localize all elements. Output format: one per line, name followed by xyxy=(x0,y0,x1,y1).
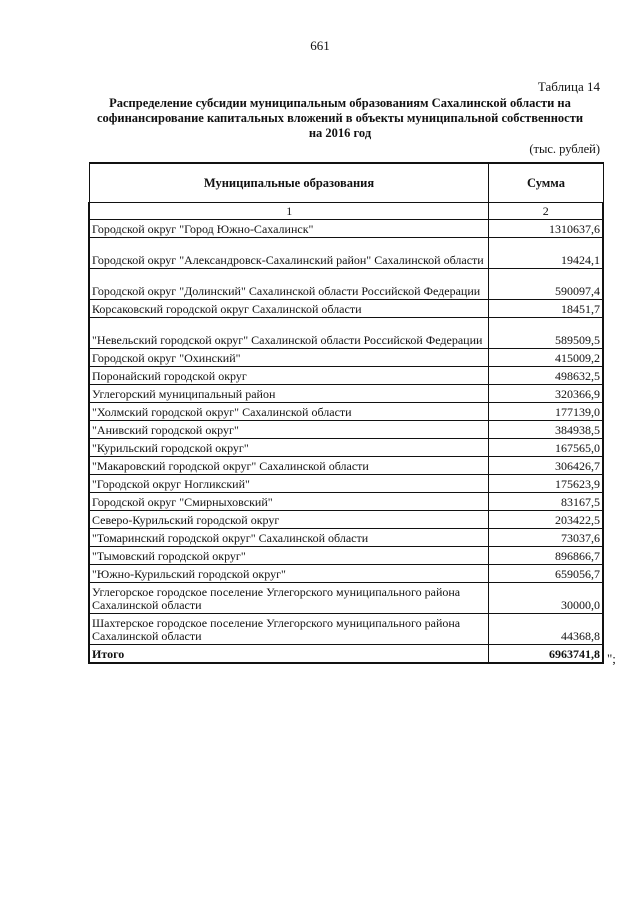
column-number: 2 xyxy=(489,203,603,220)
subsidy-amount: 415009,2 xyxy=(489,349,603,367)
municipality-name: "Городской округ Ногликский" xyxy=(89,475,489,493)
subsidy-amount: 589509,5 xyxy=(489,318,603,349)
total-amount: 6963741,8 xyxy=(489,645,603,664)
table-row xyxy=(89,385,603,403)
table-row xyxy=(89,318,603,349)
table-row xyxy=(89,457,603,475)
municipality-name: Городской округ "Долинский" Сахалинской области Российской Федерации xyxy=(89,269,489,300)
column-numbers-row xyxy=(89,203,603,220)
subsidy-amount: 18451,7 xyxy=(489,300,603,318)
subsidy-amount: 175623,9 xyxy=(489,475,603,493)
subsidy-table xyxy=(88,162,604,664)
subsidy-amount: 498632,5 xyxy=(489,367,603,385)
table-row xyxy=(89,238,603,269)
municipality-name: "Курильский городской округ" xyxy=(89,439,489,457)
header-municipalities: Муниципальные образования xyxy=(89,163,489,203)
municipality-name: "Холмский городской округ" Сахалинской области xyxy=(89,403,489,421)
subsidy-amount: 177139,0 xyxy=(489,403,603,421)
subsidy-amount: 203422,5 xyxy=(489,511,603,529)
municipality-name: Корсаковский городской округ Сахалинской области xyxy=(89,300,489,318)
page-number: 661 xyxy=(310,38,330,53)
units-label: (тыс. рублей) xyxy=(529,142,600,156)
municipality-name: "Южно-Курильский городской округ" xyxy=(89,565,489,583)
subsidy-amount: 167565,0 xyxy=(489,439,603,457)
table-row xyxy=(89,493,603,511)
header-sum: Сумма xyxy=(489,163,603,203)
subsidy-amount: 73037,6 xyxy=(489,529,603,547)
table-row xyxy=(89,547,603,565)
table-row xyxy=(89,565,603,583)
subsidy-amount: 1310637,6 xyxy=(489,220,603,238)
title-line-2: софинансирование капитальных вложений в объекты муниципальной собственности xyxy=(96,111,584,125)
title-line-3: на 2016 год xyxy=(308,126,372,140)
municipality-name: Северо-Курильский городской округ xyxy=(89,511,489,529)
subsidy-amount: 83167,5 xyxy=(489,493,603,511)
table-row xyxy=(89,529,603,547)
municipality-name: "Невельский городской округ" Сахалинской области Российской Федерации xyxy=(89,318,489,349)
subsidy-amount: 384938,5 xyxy=(489,421,603,439)
municipality-name: Городской округ "Город Южно-Сахалинск" xyxy=(89,220,489,238)
subsidy-amount: 659056,7 xyxy=(489,565,603,583)
header-row xyxy=(89,163,603,203)
document-title xyxy=(80,96,600,141)
municipality-name: Городской округ "Смирныховский" xyxy=(89,493,489,511)
table-row xyxy=(89,220,603,238)
subsidy-amount: 320366,9 xyxy=(489,385,603,403)
subsidy-amount: 896866,7 xyxy=(489,547,603,565)
municipality-name: "Макаровский городской округ" Сахалинской области xyxy=(89,457,489,475)
subsidy-amount: 30000,0 xyxy=(489,583,603,614)
table-row xyxy=(89,511,603,529)
total-row xyxy=(89,645,603,664)
column-number: 1 xyxy=(89,203,489,220)
table-row xyxy=(89,421,603,439)
table-row xyxy=(89,583,603,614)
subsidy-amount: 590097,4 xyxy=(489,269,603,300)
subsidy-amount: 19424,1 xyxy=(489,238,603,269)
table-row xyxy=(89,300,603,318)
table-row xyxy=(89,269,603,300)
subsidy-amount: 306426,7 xyxy=(489,457,603,475)
table-row xyxy=(89,475,603,493)
municipality-name: "Томаринский городской округ" Сахалинской области xyxy=(89,529,489,547)
table-row xyxy=(89,614,603,645)
table-row xyxy=(89,349,603,367)
subsidy-amount: 44368,8 xyxy=(489,614,603,645)
municipality-name: "Анивский городской округ" xyxy=(89,421,489,439)
total-label: Итого xyxy=(89,645,489,664)
closing-quote-mark: "; xyxy=(607,651,616,666)
title-line-1: Распределение субсидии муниципальным образованиям Сахалинской области на xyxy=(109,96,571,110)
municipality-name: Углегорский муниципальный район xyxy=(89,385,489,403)
table-label: Таблица 14 xyxy=(537,79,600,94)
municipality-name: "Тымовский городской округ" xyxy=(89,547,489,565)
table-row xyxy=(89,403,603,421)
table-row xyxy=(89,367,603,385)
municipality-name: Городской округ "Александровск-Сахалинский район" Сахалинской области xyxy=(89,238,489,269)
municipality-name: Городской округ "Охинский" xyxy=(89,349,489,367)
table-row xyxy=(89,439,603,457)
municipality-name: Поронайский городской округ xyxy=(89,367,489,385)
municipality-name: Углегорское городское поселение Углегорского муниципального района Сахалинской области xyxy=(89,583,489,614)
municipality-name: Шахтерское городское поселение Углегорского муниципального района Сахалинской области xyxy=(89,614,489,645)
